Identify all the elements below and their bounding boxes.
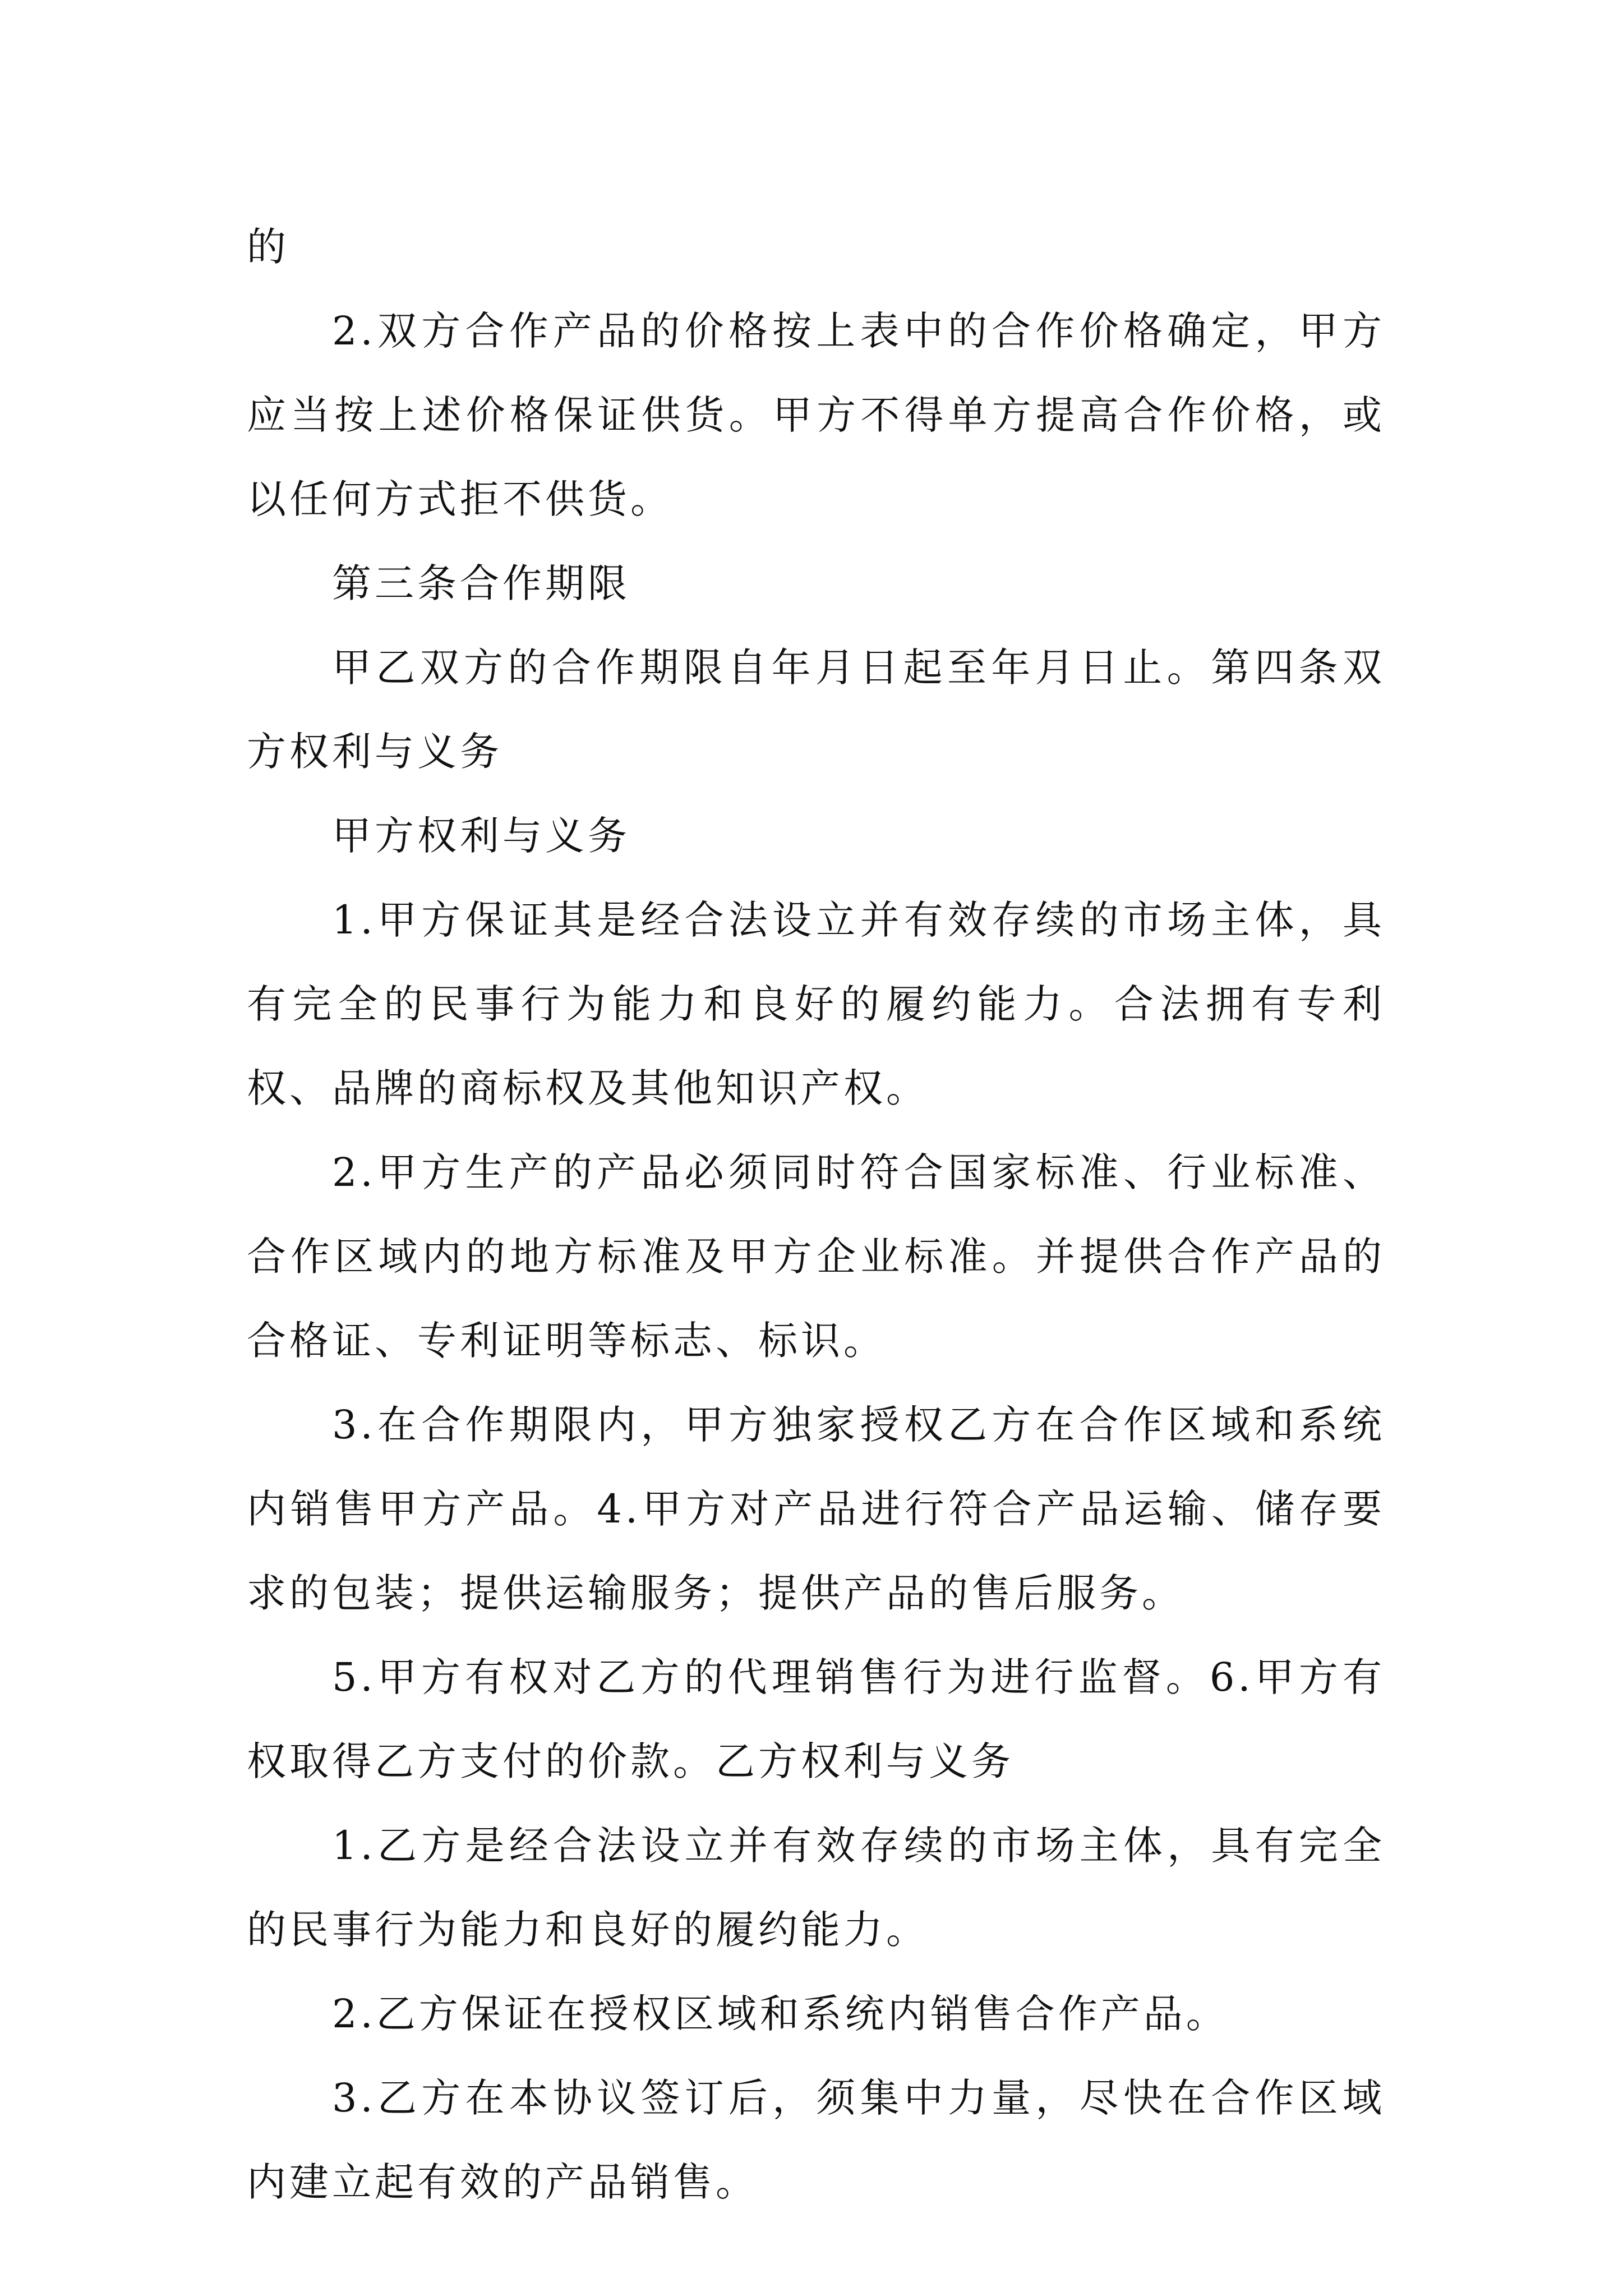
section-heading: 甲方权利与义务 (332, 813, 630, 859)
paragraph: 5.甲方有权对乙方的代理销售行为进行监督。6.甲方有权取得乙方支付的价款。乙方权利与义务 (247, 1654, 1385, 1784)
paragraph: 甲乙双方的合作期限自年月日起至年月日止。第四条双方权利与义务 (247, 645, 1385, 775)
paragraph: 3.乙方在本协议签订后，须集中力量，尽快在合作区域内建立起有效的产品销售。 (247, 2075, 1385, 2205)
paragraph: 的 (247, 224, 289, 270)
paragraph: 1.甲方保证其是经合法设立并有效存续的市场主体，具有完全的民事行为能力和良好的履约能力。合法拥有专利权、品牌的商标权及其他知识产权。 (247, 897, 1385, 1111)
paragraph: 2.双方合作产品的价格按上表中的合作价格确定，甲方应当按上述价格保证供货。甲方不得单方提高合作价格，或以任何方式拒不供货。 (247, 308, 1385, 522)
document-body (247, 205, 1385, 2224)
paragraph: 2.乙方保证在授权区域和系统内销售合作产品。 (332, 1991, 1229, 2037)
paragraph: 2.甲方生产的产品必须同时符合国家标准、行业标准、合作区域内的地方标准及甲方企业标准。并提供合作产品的合格证、专利证明等标志、标识。 (247, 1149, 1385, 1364)
paragraph: 1.乙方是经合法设立并有效存续的市场主体，具有完全的民事行为能力和良好的履约能力。 (247, 1823, 1385, 1953)
paragraph: 3.在合作期限内，甲方独家授权乙方在合作区域和系统内销售甲方产品。4.甲方对产品进行符合产品运输、储存要求的包装；提供运输服务；提供产品的售后服务。 (247, 1402, 1385, 1616)
section-heading: 第三条合作期限 (332, 560, 630, 606)
